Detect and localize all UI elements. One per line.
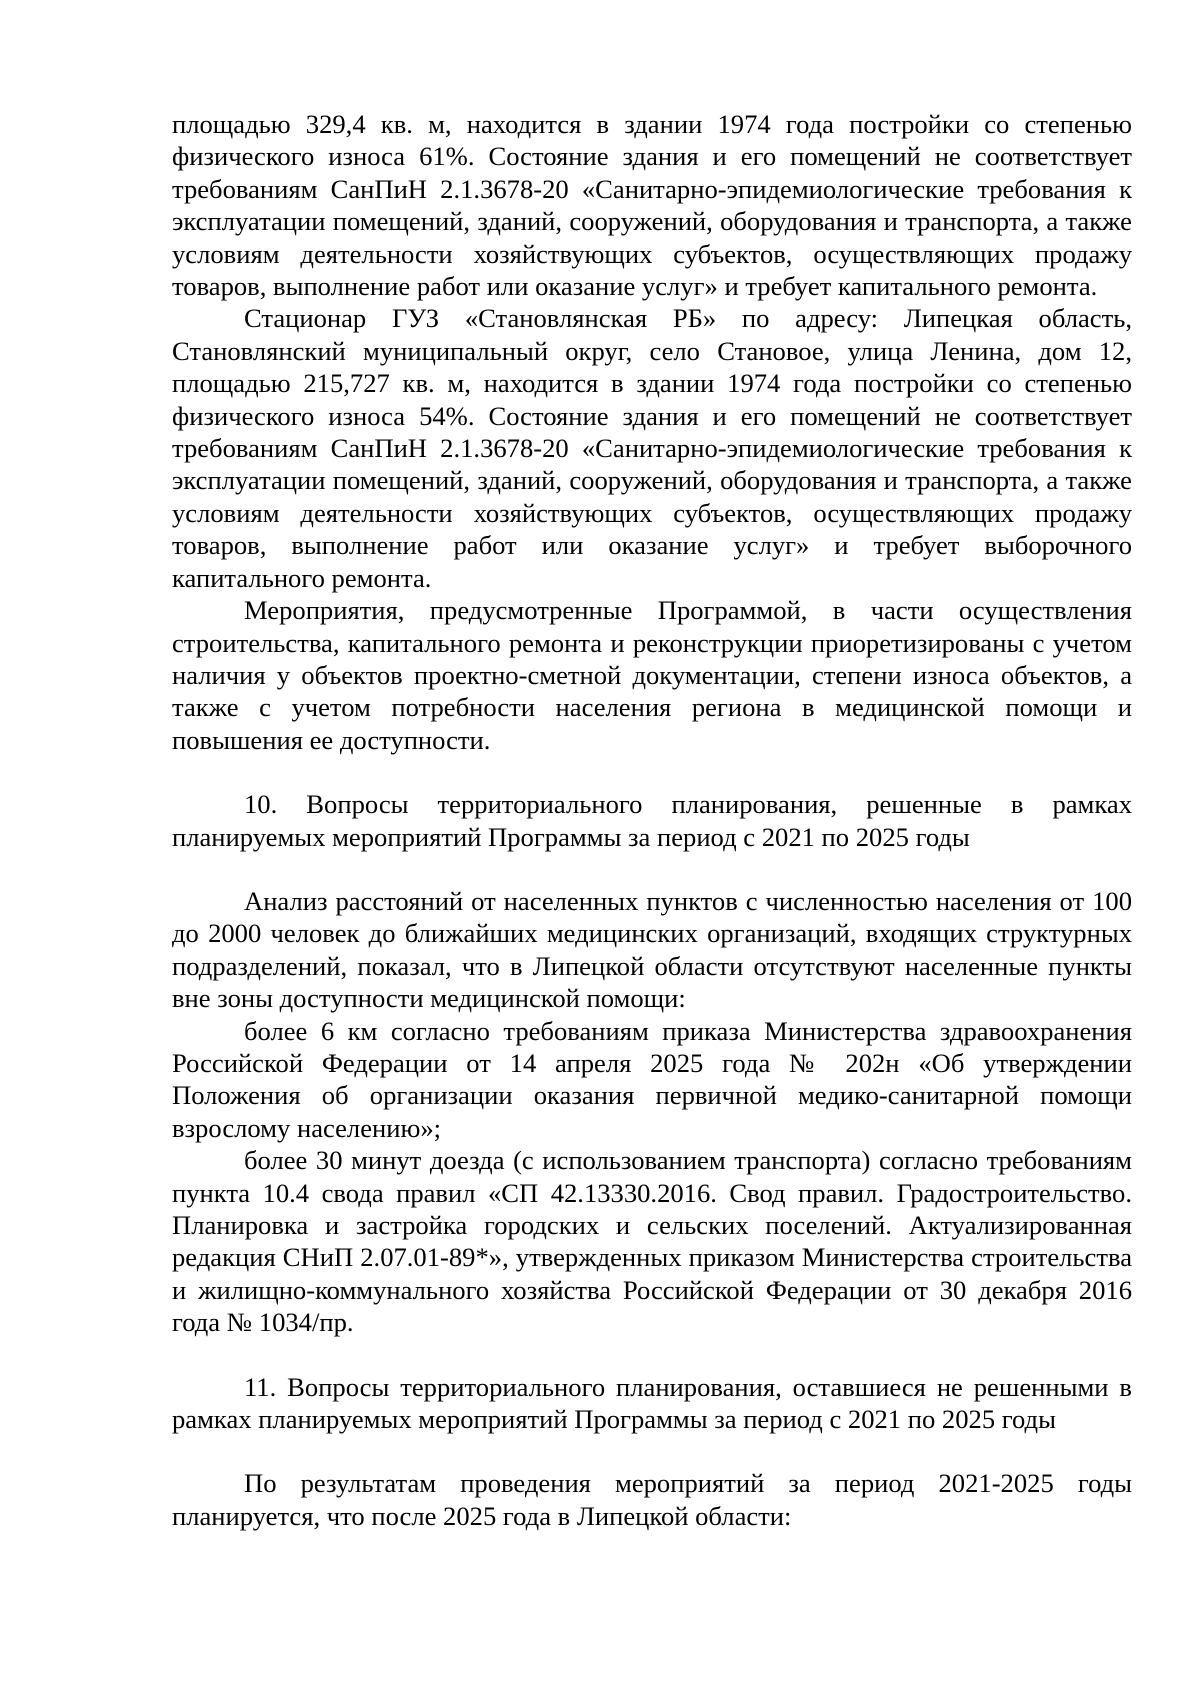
paragraph-stanovlyanskaya-hospital: Стационар ГУЗ «Становлянская РБ» по адресу: Липецкая область, Становлянский муниципальный округ, село Становое, улица Ленина, дом 12, площадью 215,727 кв. м, находится в здании 1974 года постройки со степенью физического износа 54%. Состояние здания и его помещений не соответствует требованиям СанПиН 2.1.3678-20 «Санитарно-эпидемиологические требования к эксплуатации помещений, зданий, сооружений, оборудования и транспорта, а также условиям деятельности хозяйствующих субъектов, осуществляющих продажу товаров, выполнение работ или оказание услуг» и требует выборочного капитального ремонта. [172,303,1132,593]
paragraph-program-priorities: Мероприятия, предусмотренные Программой, в части осуществления строительства, капитального ремонта и реконструкции приоретизированы с учетом наличия у объектов проектно-сметной документации, степени износа объектов, а также с учетом потребности населения региона в медицинской помощи и повышения ее доступности. [172,595,1132,755]
list-item-more-than-6-km: более 6 км согласно требованиям приказа Министерства здравоохранения Российской Федерации от 14 апреля 2025 года № 202н «Об утверждении Положения об организации оказания первичной медико-санитарной помощи взрослому населению»; [172,1015,1132,1143]
paragraph-results-after-2025: По результатам проведения мероприятий за период 2021-2025 годы планируется, что после 2025 года в Липецкой области: [172,1468,1132,1531]
paragraph-building-condition-continued: площадью 329,4 кв. м, находится в здании 1974 года постройки со степенью физического износа 61%. Состояние здания и его помещений не соответствует требованиям СанПиН 2.1.3678-20 «Санитарно-эпидемиологические требования к эксплуатации помещений, зданий, сооружений, оборудования и транспорта, а также условиям деятельности хозяйствующих субъектов, осуществляющих продажу товаров, выполнение работ или оказание услуг» и требует капитального ремонта. [172,109,1132,302]
document-body [172,108,1132,1532]
list-item-more-than-30-minutes: более 30 минут доезда (с использованием транспорта) согласно требованиям пункта 10.4 свода правил «СП 42.13330.2016. Свод правил. Градостроительство. Планировка и застройка городских и сельских поселений. Актуализированная редакция СНиП 2.07.01-89*», утвержденных приказом Министерства строительства и жилищно-коммунального хозяйства Российской Федерации от 30 декабря 2016 года № 1034/пр. [172,1145,1132,1338]
section-heading-11: 11. Вопросы территориального планирования, оставшиеся не решенными в рамках планируемых мероприятий Программы за период с 2021 по 2025 годы [172,1371,1132,1435]
section-heading-10: 10. Вопросы территориального планирования, решенные в рамках планируемых мероприятий Программы за период с 2021 по 2025 годы [172,789,1132,852]
paragraph-distance-analysis: Анализ расстояний от населенных пунктов с численностью населения от 100 до 2000 человек до ближайших медицинских организаций, входящих структурных подразделений, показал, что в Липецкой области отсутствуют населенные пункты вне зоны доступности медицинской помощи: [172,885,1132,1014]
